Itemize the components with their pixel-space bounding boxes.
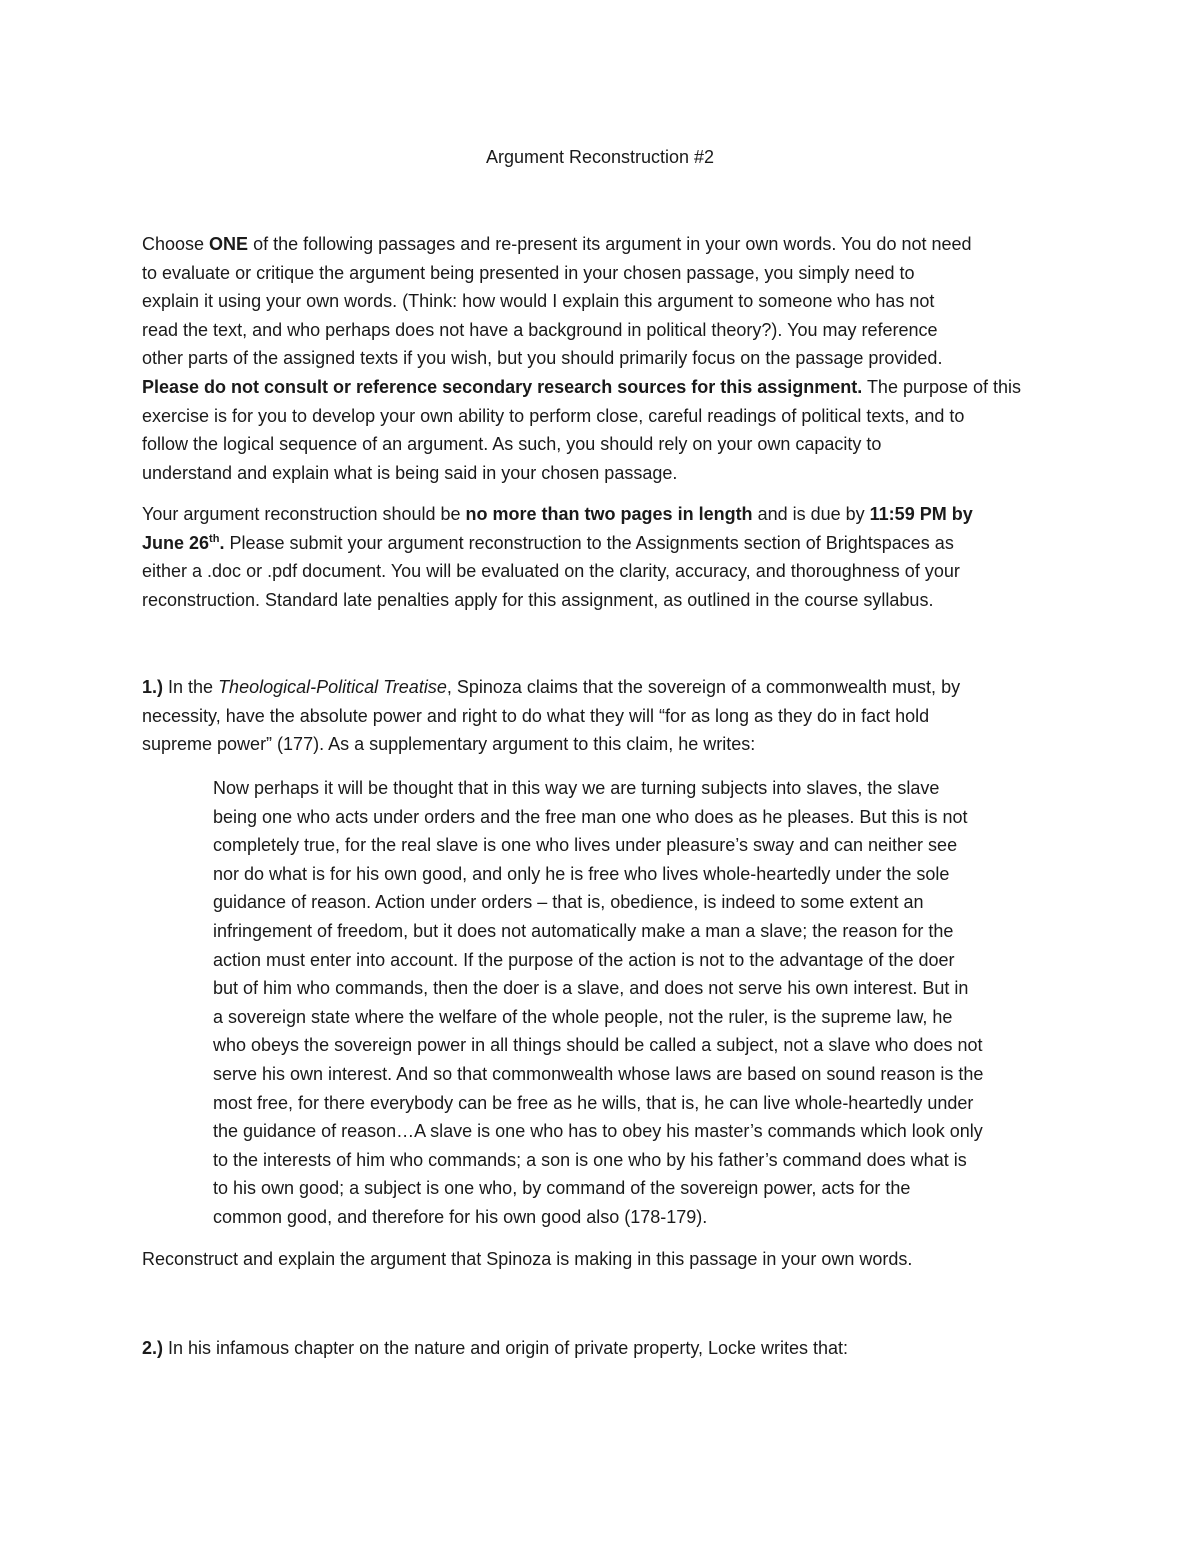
- quote-line: to his own good; a subject is one who, by command of the sovereign power, acts for the: [213, 1178, 911, 1199]
- due-date-text: June 26: [142, 532, 210, 553]
- instructions-paragraph: [142, 230, 1066, 487]
- book-title: Theological-Political Treatise: [218, 677, 447, 697]
- quote-line: a sovereign state where the welfare of the whole people, not the ruler, is the supreme law, he: [213, 1006, 953, 1027]
- text-run: Your argument reconstruction should be: [142, 504, 466, 524]
- quote-line: serve his own interest. And so that commonwealth whose laws are based on sound reason is the: [213, 1063, 984, 1084]
- instructions-line: exercise is for you to develop your own ability to perform close, careful readings of political texts, and to: [142, 405, 965, 426]
- question-number: 1.): [142, 677, 164, 697]
- instructions-line: understand and explain what is being said in your chosen passage.: [142, 462, 678, 483]
- instructions-line: read the text, and who perhaps does not have a background in political theory?). You may reference: [142, 319, 938, 340]
- instructions-line: follow the logical sequence of an argument. As such, you should rely on your own capacity to: [142, 434, 882, 455]
- quote-line: common good, and therefore for his own good also (178-179).: [213, 1206, 708, 1227]
- spinoza-block-quote: [213, 774, 1065, 1232]
- quote-line: but of him who commands, then the doer is a slave, and does not serve his own interest. But in: [213, 978, 969, 999]
- submission-line: [142, 500, 1066, 529]
- ordinal-suffix: th: [209, 532, 220, 545]
- quote-line: action must enter into account. If the purpose of the action is not to the advantage of the doer: [213, 949, 955, 970]
- instructions-line: to evaluate or critique the argument being presented in your chosen passage, you simply need to: [142, 262, 915, 283]
- question-1-intro: [142, 673, 1066, 759]
- question-2-line: [142, 1334, 1066, 1363]
- due-time: 11:59 PM by: [869, 504, 973, 524]
- question-1-task: [142, 1245, 1066, 1274]
- text-run: In the: [163, 677, 219, 697]
- page-title: Argument Reconstruction #2: [485, 147, 715, 167]
- question-number: 2.): [142, 1338, 164, 1358]
- quote-line: completely true, for the real slave is one who lives under pleasure’s sway and can neither see: [213, 835, 958, 856]
- length-limit: no more than two pages in length: [465, 504, 753, 524]
- quote-line: guidance of reason. Action under orders – that is, obedience, is indeed to some extent an: [213, 892, 924, 913]
- submission-paragraph: [142, 500, 1066, 614]
- submission-line: either a .doc or .pdf document. You will be evaluated on the clarity, accuracy, and thoroughness of your: [142, 561, 960, 582]
- emphasis-one: ONE: [209, 234, 249, 254]
- research-warning: Please do not consult or reference secondary research sources for this assignment.: [142, 376, 863, 397]
- quote-line: who obeys the sovereign power in all things should be called a subject, not a slave who does not: [213, 1035, 983, 1056]
- text-run: , Spinoza claims that the sovereign of a commonwealth must, by: [446, 677, 961, 697]
- due-date: [142, 533, 224, 553]
- quote-line: Now perhaps it will be thought that in this way we are turning subjects into slaves, the slave: [213, 778, 940, 798]
- text-run: Choose: [142, 234, 210, 254]
- text-run: In his infamous chapter on the nature and origin of private property, Locke writes that:: [163, 1338, 849, 1358]
- question-2-intro: [142, 1334, 1066, 1363]
- quote-line: most free, for there everybody can be free as he wills, that is, he can live whole-heartedly under: [213, 1092, 974, 1113]
- quote-line: infringement of freedom, but it does not automatically make a man a slave; the reason for the: [213, 920, 954, 941]
- question-1-line: necessity, have the absolute power and right to do what they will “for as long as they do in fact hold: [142, 705, 930, 726]
- instructions-line: [142, 230, 1066, 259]
- task-line: Reconstruct and explain the argument that Spinoza is making in this passage in your own words.: [142, 1249, 913, 1269]
- instructions-line: [142, 373, 1066, 402]
- submission-line: reconstruction. Standard late penalties apply for this assignment, as outlined in the course syllabus.: [142, 589, 934, 610]
- text-run: and is due by: [752, 504, 870, 524]
- instructions-line: explain it using your own words. (Think: how would I explain this argument to someone who has not: [142, 291, 935, 312]
- text-run: The purpose of this: [862, 376, 1022, 397]
- quote-line: to the interests of him who commands; a son is one who by his father’s command does what is: [213, 1149, 967, 1170]
- quote-line: nor do what is for his own good, and only he is free who lives whole-heartedly under the sole: [213, 863, 950, 884]
- period: .: [219, 532, 225, 553]
- question-1-line: supreme power” (177). As a supplementary argument to this claim, he writes:: [142, 734, 756, 755]
- quote-line: being one who acts under orders and the free man one who does as he pleases. But this is not: [213, 806, 968, 827]
- instructions-line: other parts of the assigned texts if you wish, but you should primarily focus on the passage provided.: [142, 348, 943, 369]
- submission-line: [142, 529, 1066, 558]
- question-1-line: [142, 673, 1066, 702]
- text-run: Please submit your argument reconstruction to the Assignments section of Brightspaces as: [224, 532, 954, 553]
- text-run: of the following passages and re-present its argument in your own words. You do not need: [248, 234, 972, 254]
- quote-line: the guidance of reason…A slave is one who has to obey his master’s commands which look only: [213, 1121, 983, 1142]
